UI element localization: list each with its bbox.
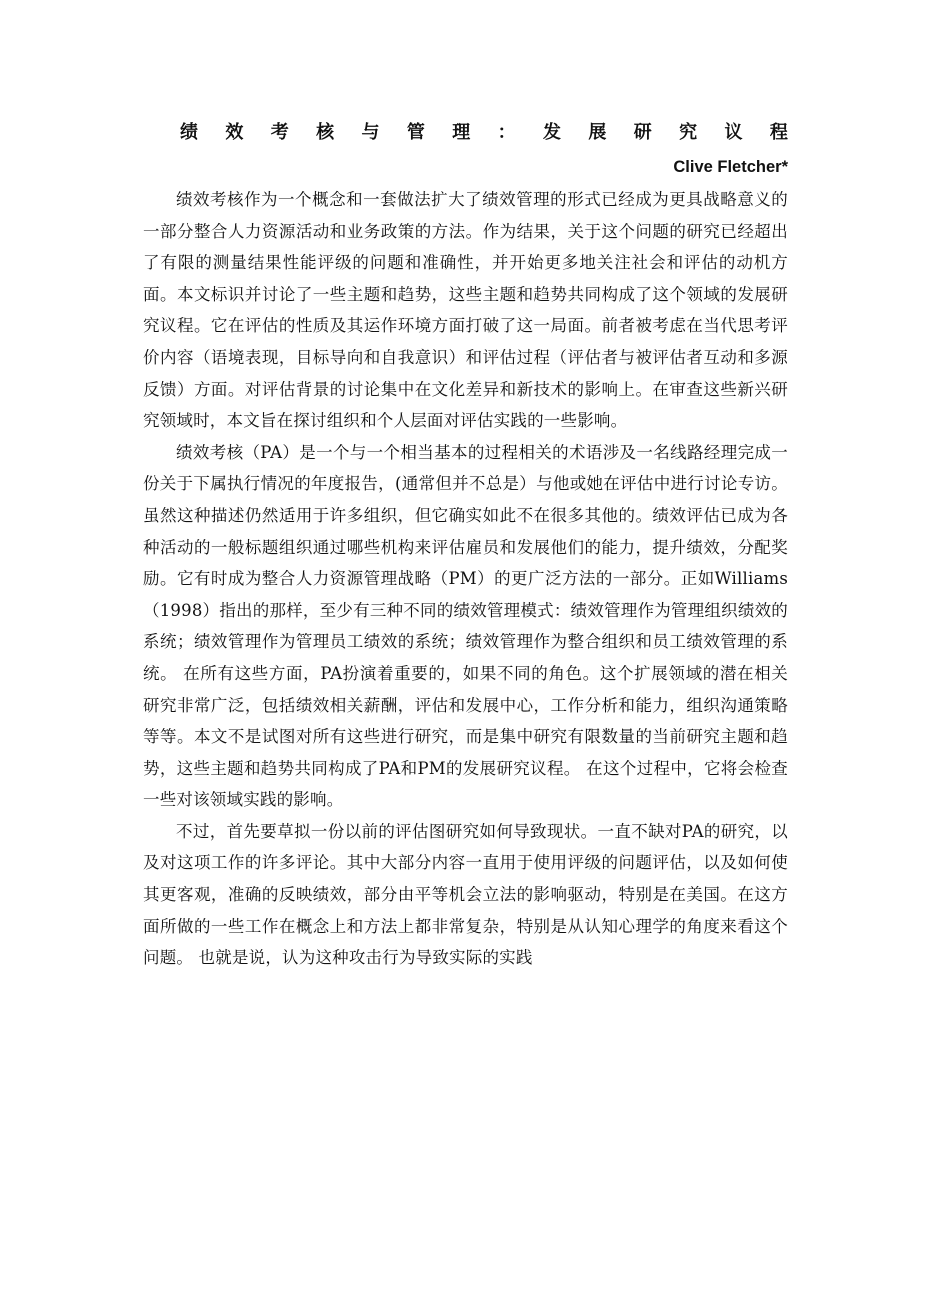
- document-page: [143, 112, 788, 974]
- title-char: 效: [225, 122, 244, 143]
- title-char: 绩: [180, 122, 198, 143]
- title-char: 理: [452, 122, 471, 143]
- body-paragraph: 不过，首先要草拟一份以前的评估图研究如何导致现状。一直不缺对PA的研究，以及对这项工作的许多评论。其中大部分内容一直用于使用评级的问题评估，以及如何使其更客观，准确的反映绩效，部分由平等机会立法的影响驱动，特别是在美国。在这方面所做的一些工作在概念上和方法上都非常复杂，特别是从认知心理学的角度来看这个问题。 也就是说，认为这种攻击行为导致实际的实践: [143, 821, 788, 968]
- title-char: 程: [769, 122, 788, 143]
- title-char: 管: [406, 122, 425, 143]
- title-char: 核: [316, 122, 335, 143]
- title-char: 展: [588, 122, 607, 143]
- title-char: ：: [497, 122, 516, 143]
- body-paragraph: 绩效考核（PA）是一个与一个相当基本的过程相关的术语涉及一名线路经理完成一份关于下属执行情况的年度报告，(通常但并不总是）与他或她在评估中进行讨论专访。虽然这种描述仍然适用于许多组织，但它确实如此不在很多其他的。绩效评估已成为各种活动的一般标题组织通过哪些机构来评估雇员和发展他们的能力，提升绩效，分配奖励。它有时成为整合人力资源管理战略（PM）的更广泛方法的一部分。正如Williams（1998）指出的那样，至少有三种不同的绩效管理模式：绩效管理作为管理组织绩效的系统；绩效管理作为管理员工绩效的系统；绩效管理作为整合组织和员工绩效管理的系统。 在所有这些方面，PA扮演着重要的，如果不同的角色。这个扩展领域的潜在相关研究非常广泛，包括绩效相关薪酬，评估和发展中心，工作分析和能力，组织沟通策略等等。本文不是试图对所有这些进行研究，而是集中研究有限数量的当前研究主题和趋势，这些主题和趋势共同构成了PA和PM的发展研究议程。 在这个过程中，它将会检查一些对该领域实践的影响。: [143, 442, 788, 810]
- body-paragraph: 绩效考核作为一个概念和一套做法扩大了绩效管理的形式已经成为更具战略意义的一部分整合人力资源活动和业务政策的方法。作为结果，关于这个问题的研究已经超出了有限的测量结果性能评级的问题和准确性，并开始更多地关注社会和评估的动机方面。本文标识并讨论了一些主题和趋势，这些主题和趋势共同构成了这个领域的发展研究议程。它在评估的性质及其运作环境方面打破了这一局面。前者被考虑在当代思考评价内容（语境表现，目标导向和自我意识）和评估过程（评估者与被评估者互动和多源反馈）方面。对评估背景的讨论集中在文化差异和新技术的影响上。在审查这些新兴研究领域时，本文旨在探讨组织和个人层面对评估实践的一些影响。: [143, 190, 788, 431]
- document-title: [143, 112, 788, 150]
- title-char: 与: [361, 122, 380, 143]
- title-char: 考: [270, 122, 289, 143]
- author-name: Clive Fletcher*: [673, 158, 788, 176]
- title-char: 发: [543, 122, 561, 143]
- title-char: 议: [724, 122, 743, 143]
- title-char: 研: [633, 122, 652, 143]
- title-char: 究: [679, 122, 698, 143]
